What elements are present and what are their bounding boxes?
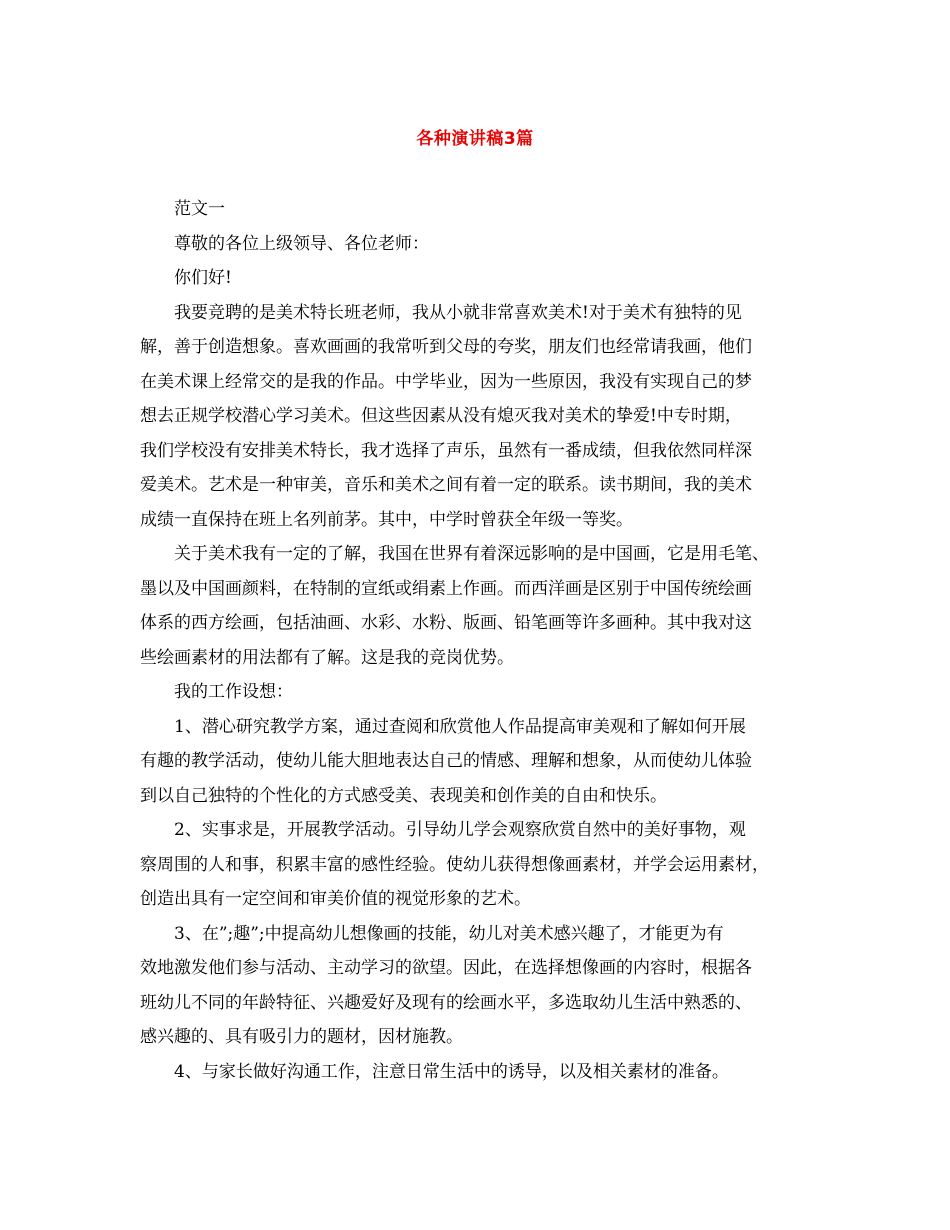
- text-line: 成绩一直保持在班上名列前茅。其中，中学时曾获全年级一等奖。: [140, 509, 633, 530]
- text-line: 创造出具有一定空间和审美价值的视觉形象的艺术。: [140, 889, 531, 909]
- text-line: 效地激发他们参与活动、主动学习的欲望。因此，在选择想像画的内容时，根据各: [140, 958, 752, 978]
- text-line: 我的工作设想：: [174, 682, 293, 702]
- text-line: 3、在”;趣”;中提高幼儿想像画的技能，幼儿对美术感兴趣了，才能更为有: [174, 923, 724, 944]
- text-line: 你们好!: [174, 268, 232, 288]
- text-line: 爱美术。艺术是一种审美，音乐和美术之间有着一定的联系。读书期间，我的美术: [140, 475, 752, 495]
- text-line: 有趣的教学活动，使幼儿能大胆地表达自己的情感、理解和想象，从而使幼儿体验: [140, 751, 752, 771]
- text-line: 察周围的人和事，积累丰富的感性经验。使幼儿获得想像画素材，并学会运用素材，: [140, 854, 769, 875]
- text-line: 范文一: [174, 199, 225, 219]
- text-line: 体系的西方绘画，包括油画、水彩、水粉、版画、铅笔画等许多画种。其中我对这: [140, 613, 752, 633]
- text-line: 在美术课上经常交的是我的作品。中学毕业，因为一些原因，我没有实现自己的梦: [140, 371, 752, 392]
- text-line: 墨以及中国画颜料，在特制的宣纸或绢素上作画。而西洋画是区别于中国传统绘画: [140, 578, 752, 599]
- text-line: 些绘画素材的用法都有了解。这是我的竞岗优势。: [140, 647, 514, 668]
- text-line: 解，善于创造想象。喜欢画画的我常听到父母的夸奖，朋友们也经常请我画，他们: [140, 337, 752, 357]
- document-title: 各种演讲稿3篇: [416, 129, 534, 149]
- text-line: 我们学校没有安排美术特长，我才选择了声乐，虽然有一番成绩，但我依然同样深: [140, 440, 752, 461]
- text-line: 2、实事求是，开展教学活动。引导幼儿学会观察欣赏自然中的美好事物，观: [174, 820, 746, 840]
- text-line: 1、潜心研究教学方案，通过查阅和欣赏他人作品提高审美观和了解如何开展: [174, 716, 746, 737]
- text-line: 关于美术我有一定的了解，我国在世界有着深远影响的是中国画，它是用毛笔、: [174, 544, 769, 564]
- text-line: 感兴趣的、具有吸引力的题材，因材施教。: [140, 1027, 463, 1047]
- text-line: 我要竞聘的是美术特长班老师，我从小就非常喜欢美术!对于美术有独特的见: [174, 302, 742, 323]
- text-line: 班幼儿不同的年龄特征、兴趣爱好及现有的绘画水平，多选取幼儿生活中熟悉的、: [140, 992, 752, 1013]
- text-line: 4、与家长做好沟通工作，注意日常生活中的诱导，以及相关素材的准备。: [174, 1061, 729, 1082]
- text-line: 到以自己独特的个性化的方式感受美、表现美和创作美的自由和快乐。: [140, 785, 667, 806]
- text-line: 尊敬的各位上级领导、各位老师：: [174, 233, 429, 254]
- text-line: 想去正规学校潜心学习美术。但这些因素从没有熄灭我对美术的挚爱!中专时期，: [140, 406, 742, 426]
- document-body: [140, 192, 820, 1089]
